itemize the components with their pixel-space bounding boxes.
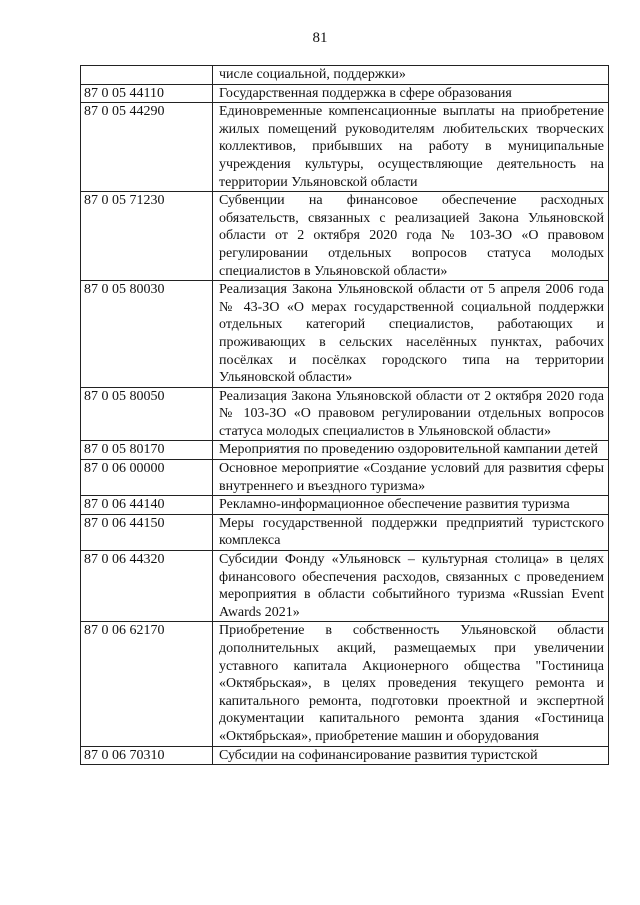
code-cell: 87 0 06 44150 bbox=[81, 514, 213, 550]
table-row bbox=[81, 622, 609, 746]
table-row bbox=[81, 746, 609, 765]
description-cell: Субсидии на софинансирование развития туристской bbox=[213, 746, 609, 765]
code-cell: 87 0 05 80050 bbox=[81, 387, 213, 441]
description-cell: Меры государственной поддержки предприятий туристского комплекса bbox=[213, 514, 609, 550]
code-cell: 87 0 06 70310 bbox=[81, 746, 213, 765]
page-number: 81 bbox=[312, 30, 328, 46]
code-cell: 87 0 05 80170 bbox=[81, 441, 213, 460]
code-cell: 87 0 06 44320 bbox=[81, 551, 213, 622]
description-cell: Реализация Закона Ульяновской области от 2 октября 2020 года № 103-ЗО «О правовом регулировании отдельных вопросов статуса молодых специалистов в Ульяновской области» bbox=[213, 387, 609, 441]
table-row bbox=[81, 514, 609, 550]
description-cell: Единовременные компенсационные выплаты на приобретение жилых помещений руководителям любительских творческих коллективов, прибывших на работу в муниципальные учреждения культуры, осуществляющие деятельность на территории Ульяновской области bbox=[213, 103, 609, 192]
table-row bbox=[81, 441, 609, 460]
description-cell: Рекламно-информационное обеспечение развития туризма bbox=[213, 496, 609, 515]
description-cell: Мероприятия по проведению оздоровительной кампании детей bbox=[213, 441, 609, 460]
description-cell: Субсидии Фонду «Ульяновск – культурная столица» в целях финансового обеспечения расходов, связанных с проведением мероприятия в области событийного туризма «Russian Event Awards 2021» bbox=[213, 551, 609, 622]
table-row bbox=[81, 66, 609, 85]
code-cell: 87 0 05 44290 bbox=[81, 103, 213, 192]
description-cell: Основное мероприятие «Создание условий для развития сферы внутреннего и въездного туризма» bbox=[213, 460, 609, 496]
table-row bbox=[81, 387, 609, 441]
code-cell: 87 0 06 44140 bbox=[81, 496, 213, 515]
table-row bbox=[81, 103, 609, 192]
table-row bbox=[81, 460, 609, 496]
description-cell: Субвенции на финансовое обеспечение расходных обязательств, связанных с реализацией Закона Ульяновской области от 2 октября 2020 года № 103-ЗО «О правовом регулировании отдельных вопросов статуса молодых специалистов в Ульяновской области» bbox=[213, 192, 609, 281]
table-row bbox=[81, 281, 609, 388]
budget-classification-table bbox=[80, 65, 609, 765]
description-cell: Реализация Закона Ульяновской области от 5 апреля 2006 года № 43-ЗО «О мерах государственной социальной поддержки отдельных категорий специалистов, работающих и проживающих в сельских населённых пунктах, рабочих посёлках и посёлках городского типа на территории Ульяновской области» bbox=[213, 281, 609, 388]
code-cell: 87 0 06 62170 bbox=[81, 622, 213, 746]
description-cell: числе социальной, поддержки» bbox=[213, 66, 609, 85]
code-cell: 87 0 05 71230 bbox=[81, 192, 213, 281]
description-cell: Приобретение в собственность Ульяновской области дополнительных акций, размещаемых при увеличении уставного капитала Акционерного общества "Гостиница «Октябрьская», в целях проведения текущего ремонта и капитального ремонта, подготовки проектной и экспертной документации капитального ремонта здания «Гостиница «Октябрьская», приобретение машин и оборудования bbox=[213, 622, 609, 746]
table-row bbox=[81, 551, 609, 622]
code-cell: 87 0 05 44110 bbox=[81, 84, 213, 103]
description-cell: Государственная поддержка в сфере образования bbox=[213, 84, 609, 103]
code-cell: 87 0 05 80030 bbox=[81, 281, 213, 388]
table-row bbox=[81, 496, 609, 515]
code-cell bbox=[81, 66, 213, 85]
code-cell: 87 0 06 00000 bbox=[81, 460, 213, 496]
table-row bbox=[81, 84, 609, 103]
table-row bbox=[81, 192, 609, 281]
